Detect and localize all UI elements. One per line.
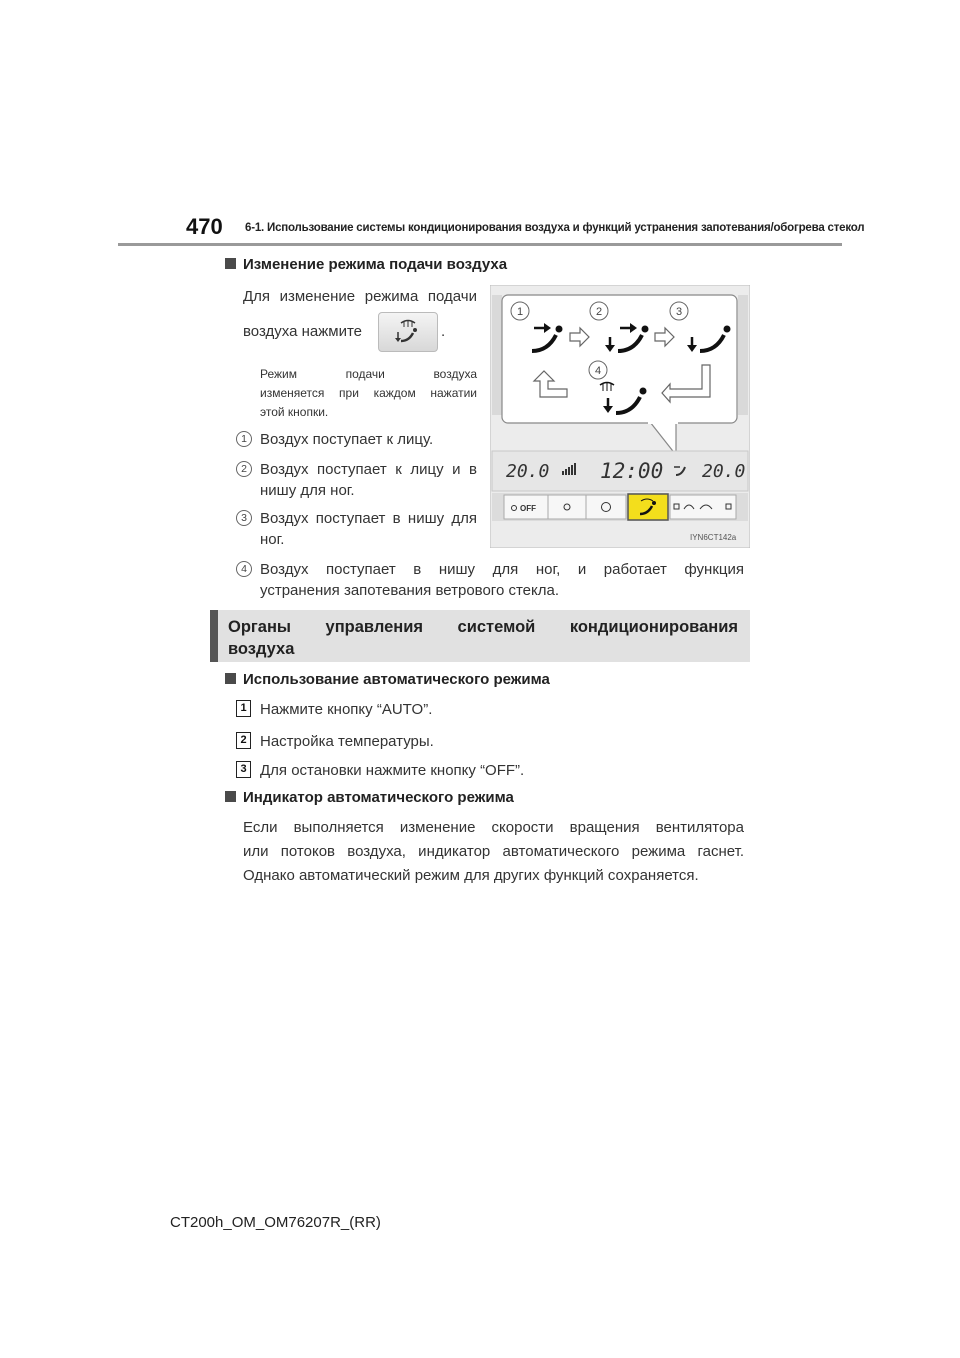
indicator-line-2: или потоков воздуха, индикатор автоматического режима гаснет. <box>243 843 744 860</box>
square-bullet-icon <box>225 258 236 269</box>
step-1-text: Нажмите кнопку “AUTO”. <box>260 701 433 718</box>
indicator-heading-text: Индикатор автоматического режима <box>243 789 514 806</box>
off-button <box>504 495 548 519</box>
airflow-intro-2: воздуха нажмите <box>243 323 363 340</box>
airflow-intro-end: . <box>441 323 446 340</box>
chapter-title: 6-1. Использование системы кондиционирования воздуха и функций устранения запотевания/обогрева стекол <box>245 222 865 234</box>
airflow-heading-text: Изменение режима подачи воздуха <box>243 256 508 273</box>
mode-num-1: 1 <box>236 431 252 447</box>
airflow-mode-button-icon <box>378 312 438 352</box>
climate-control-figure <box>490 285 750 548</box>
step-num-2: 2 <box>236 732 251 749</box>
fan-up-button <box>586 495 626 519</box>
mode-num-2: 2 <box>236 461 252 477</box>
figure-image-code: IYN6CT142a <box>690 533 737 542</box>
airflow-note-2: изменяется при каждом нажатии <box>260 386 477 400</box>
indicator-heading <box>225 789 514 806</box>
airflow-heading <box>225 256 507 273</box>
airflow-note-1: Режим подачи воздуха <box>260 367 477 381</box>
display-clock: 12:00 <box>600 459 664 483</box>
step-num-3: 3 <box>236 761 251 778</box>
figure-callout-1 <box>511 302 529 320</box>
mode-3-line-2: ног. <box>260 531 285 548</box>
step-3-text: Для остановки нажмите кнопку “OFF”. <box>260 762 525 779</box>
square-bullet-icon <box>225 673 236 684</box>
display-right-temp: 20.0 <box>702 461 746 482</box>
page-number: 470 <box>186 214 223 239</box>
mode-2-line-1: Воздух поступает к лицу и в <box>260 461 477 478</box>
step-2-text: Настройка температуры. <box>260 733 434 750</box>
square-bullet-icon <box>225 791 236 802</box>
auto-mode-heading <box>225 671 550 688</box>
auto-mode-heading-text: Использование автоматического режима <box>243 671 550 688</box>
figure-callout-4 <box>589 361 607 379</box>
header-rule <box>118 243 842 246</box>
mode-num-4: 4 <box>236 561 252 577</box>
indicator-line-3: Однако автоматический режим для других функций сохраняется. <box>243 867 699 884</box>
mode-button-highlighted <box>628 494 668 520</box>
airflow-note-3: этой кнопки. <box>260 405 329 419</box>
svg-text:2: 2 <box>595 306 603 318</box>
fan-down-button <box>548 495 586 519</box>
mode-2-line-2: нишу для ног. <box>260 482 355 499</box>
mode-1-text: Воздух поступает к лицу. <box>260 431 434 448</box>
svg-text:4: 4 <box>594 365 602 377</box>
section-title <box>228 616 738 660</box>
svg-text:OFF: OFF <box>520 504 536 513</box>
mode-4-line-2: устранения запотевания ветрового стекла. <box>260 582 559 599</box>
section-band-bar <box>210 610 218 662</box>
mode-num-3: 3 <box>236 510 252 526</box>
section-title-line-1: Органы управления системой кондиционирования <box>228 618 738 636</box>
section-title-line-2: воздуха <box>228 640 295 658</box>
step-num-1: 1 <box>236 700 251 717</box>
recirculation-buttons <box>670 495 736 519</box>
display-left-temp: 20.0 <box>506 461 550 482</box>
mode-3-line-1: Воздух поступает в нишу для <box>260 510 477 527</box>
mode-4-line-1: Воздух поступает в нишу для ног, и работает функция <box>260 561 744 578</box>
svg-text:1: 1 <box>516 306 524 318</box>
svg-text:3: 3 <box>675 306 683 318</box>
airflow-intro-1: Для изменение режима подачи <box>243 288 477 305</box>
indicator-line-1: Если выполняется изменение скорости вращения вентилятора <box>243 819 744 836</box>
figure-callout-2 <box>590 302 608 320</box>
figure-callout-3 <box>670 302 688 320</box>
footer-code: CT200h_OM_OM76207R_(RR) <box>170 1214 381 1231</box>
section-band <box>210 610 750 662</box>
